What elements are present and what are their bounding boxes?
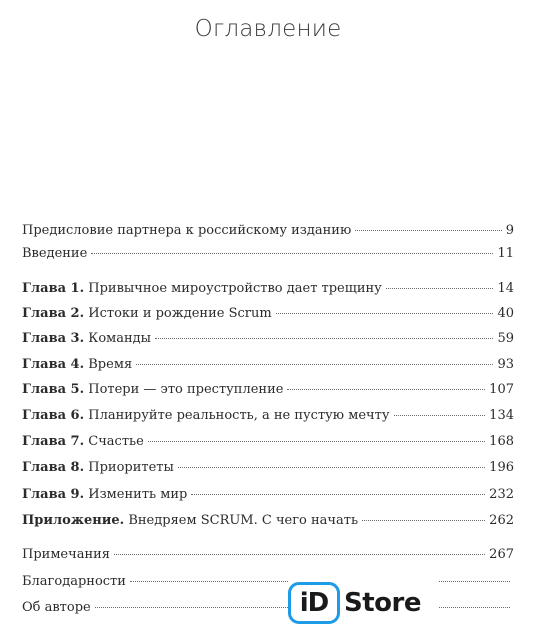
toc-entry-chapter-7[interactable] [22, 433, 514, 451]
toc-entry-chapter-6[interactable] [22, 407, 514, 425]
toc-entry-chapter-5[interactable] [22, 381, 514, 399]
toc-entry-page: 93 [497, 357, 514, 372]
toc-entry-page: 196 [489, 460, 514, 475]
toc-entry-chapter-2[interactable] [22, 305, 514, 323]
toc-entry-about-author[interactable] [22, 599, 514, 617]
toc-entry-chapter-1[interactable] [22, 280, 514, 298]
toc-entry-acknowledgements[interactable] [22, 573, 514, 591]
toc-entry-page: 40 [497, 306, 514, 321]
toc-entry-page: 168 [489, 434, 514, 449]
toc-entry-page: 14 [497, 281, 514, 296]
toc-entry-label: Глава 1. Привычное мироустройство дает трещину [22, 281, 382, 296]
toc-entry-label: Глава 9. Изменить мир [22, 487, 188, 502]
dot-leader [394, 415, 486, 416]
toc-entry-introduction[interactable] [22, 245, 514, 263]
toc-entry-chapter-8[interactable] [22, 459, 514, 477]
dot-leader [114, 554, 485, 555]
toc-entry-label: Глава 4. Время [22, 357, 133, 372]
toc-entry-label: Благодарности [22, 574, 126, 589]
dot-leader [276, 313, 494, 314]
dot-leader [136, 364, 493, 365]
dot-leader [91, 253, 493, 254]
dot-leader [148, 441, 485, 442]
toc-entry-preface[interactable] [22, 222, 514, 240]
toc-entry-label: Глава 3. Команды [22, 331, 152, 346]
toc-entry-page: 134 [489, 408, 514, 423]
toc-entry-label: Предисловие партнера к российскому изданию [22, 223, 352, 238]
toc-entry-page: 107 [489, 382, 514, 397]
toc-entry-page: 9 [505, 223, 514, 238]
page-title: Оглавление [194, 16, 342, 42]
dot-leader [355, 230, 501, 231]
toc-entry-chapter-4[interactable] [22, 356, 514, 374]
toc-entry-label: Об авторе [22, 600, 91, 615]
toc-entry-page: 59 [497, 331, 514, 346]
dot-leader [386, 288, 494, 289]
idstore-watermark [288, 578, 438, 628]
idstore-logo-badge: i D [288, 582, 340, 624]
dot-leader [155, 338, 493, 339]
toc-entry-page: 232 [489, 487, 514, 502]
toc-entry-label: Глава 2. Истоки и рождение Scrum [22, 306, 272, 321]
toc-entry-label: Примечания [22, 547, 111, 562]
toc-entry-label: Глава 6. Планируйте реальность, а не пустую мечту [22, 408, 390, 423]
idstore-logo-text: Store [344, 588, 421, 618]
toc-entry-page: 262 [489, 513, 514, 528]
toc-entry-appendix[interactable] [22, 512, 514, 530]
toc-entry-chapter-3[interactable] [22, 330, 514, 348]
toc-entry-label: Введение [22, 246, 88, 261]
toc-entry-label: Глава 5. Потери — это преступление [22, 382, 284, 397]
toc-entry-label: Глава 7. Счастье [22, 434, 144, 449]
dot-leader [191, 494, 485, 495]
toc-entry-chapter-9[interactable] [22, 486, 514, 504]
toc-entry-label: Приложение. Внедряем SCRUM. С чего начать [22, 513, 359, 528]
toc-entry-page: 11 [497, 246, 514, 261]
toc-entry-page: 267 [489, 547, 514, 562]
toc-entry-notes[interactable] [22, 546, 514, 564]
dot-leader [287, 389, 485, 390]
dot-leader [362, 520, 485, 521]
toc-entry-label: Глава 8. Приоритеты [22, 460, 174, 475]
dot-leader [178, 467, 485, 468]
